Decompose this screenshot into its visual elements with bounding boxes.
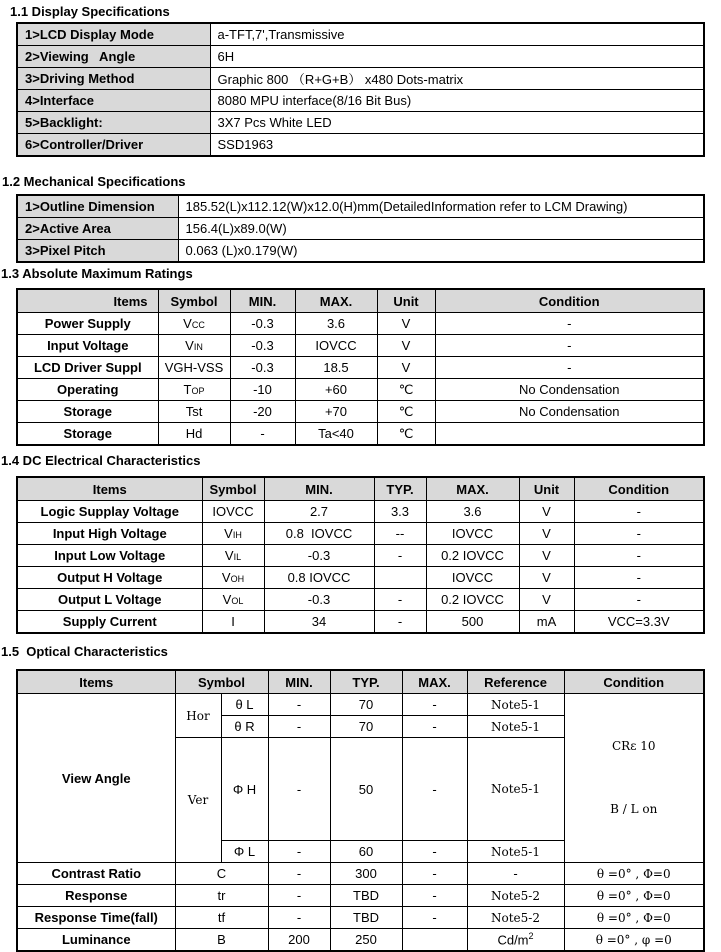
spec-label: 3>Driving Method	[17, 68, 210, 90]
max-cell: -	[402, 716, 467, 738]
reference-cell: Note5-1	[467, 716, 564, 738]
min-cell: -	[230, 423, 295, 446]
spec-label: 2>Viewing Angle	[17, 46, 210, 68]
symbol-cell: θ R	[221, 716, 268, 738]
table-row	[17, 112, 704, 134]
min-cell: 2.7	[264, 501, 374, 523]
unit-cell: V	[519, 545, 574, 567]
min-cell: -0.3	[230, 313, 295, 335]
typ-cell: -	[374, 611, 426, 634]
symbol-cell: I	[202, 611, 264, 634]
item-cell: Input High Voltage	[17, 523, 202, 545]
typ-cell: --	[374, 523, 426, 545]
mechanical-spec-table	[16, 194, 705, 263]
table-row	[17, 567, 704, 589]
max-cell: -	[402, 907, 467, 929]
unit-cell: V	[519, 589, 574, 611]
col-header-max: MAX.	[295, 289, 377, 313]
condition-cell: -	[574, 523, 704, 545]
spec-label: 1>LCD Display Mode	[17, 23, 210, 46]
table-row	[17, 694, 704, 716]
spec-label: 1>Outline Dimension	[17, 195, 178, 218]
symbol-cell: C	[175, 863, 268, 885]
col-header-reference: Reference	[467, 670, 564, 694]
table-row	[17, 134, 704, 157]
min-cell: -	[268, 841, 330, 863]
col-header-symbol: Symbol	[202, 477, 264, 501]
unit-cell: V	[377, 357, 435, 379]
min-cell: -20	[230, 401, 295, 423]
min-cell: -0.3	[264, 545, 374, 567]
symbol-cell: θ L	[221, 694, 268, 716]
symbol-cell: Hd	[158, 423, 230, 446]
unit-cell: ℃	[377, 401, 435, 423]
col-header-symbol: Symbol	[175, 670, 268, 694]
typ-cell: 70	[330, 694, 402, 716]
unit-cell: V	[377, 313, 435, 335]
symbol-cell: VGH-VSS	[158, 357, 230, 379]
table-row	[17, 885, 704, 907]
typ-cell: 50	[330, 738, 402, 841]
typ-cell: 250	[330, 929, 402, 952]
item-cell: Input Low Voltage	[17, 545, 202, 567]
item-cell: LCD Driver Suppl	[17, 357, 158, 379]
section-heading-dc: 1.4 DC Electrical Characteristics	[1, 453, 201, 468]
section-heading-display: 1.1 Display Specifications	[10, 4, 170, 19]
col-header-typ: TYP.	[330, 670, 402, 694]
item-cell: Input Voltage	[17, 335, 158, 357]
section-heading-abs-max: 1.3 Absolute Maximum Ratings	[1, 266, 193, 281]
spec-value: 0.063 (L)x0.179(W)	[178, 240, 704, 263]
header-row	[17, 670, 704, 694]
col-header-condition: Condition	[435, 289, 704, 313]
col-header-unit: Unit	[377, 289, 435, 313]
symbol-cell: tr	[175, 885, 268, 907]
condition-cell	[564, 694, 704, 863]
max-cell: Ta<40	[295, 423, 377, 446]
col-header-min: MIN.	[268, 670, 330, 694]
condition-cell: No Condensation	[435, 401, 704, 423]
item-cell: View Angle	[17, 694, 175, 863]
symbol-cell: VIL	[202, 545, 264, 567]
col-header-symbol: Symbol	[158, 289, 230, 313]
unit-cell: V	[519, 567, 574, 589]
spec-label: 3>Pixel Pitch	[17, 240, 178, 263]
item-cell: Response Time(fall)	[17, 907, 175, 929]
condition-cell: θ =0° , Φ=0	[564, 907, 704, 929]
table-row	[17, 68, 704, 90]
condition-line: B / L on	[610, 802, 658, 816]
datasheet-page	[0, 4, 721, 948]
spec-value: 185.52(L)x112.12(W)x12.0(H)mm(DetailedInformation refer to LCM Drawing)	[178, 195, 704, 218]
col-header-items: Items	[17, 670, 175, 694]
spec-label: 4>Interface	[17, 90, 210, 112]
col-header-condition: Condition	[564, 670, 704, 694]
table-row	[17, 907, 704, 929]
dc-table	[16, 476, 705, 634]
max-cell: -	[402, 738, 467, 841]
symbol-cell: VIH	[202, 523, 264, 545]
symbol-cell: Φ H	[221, 738, 268, 841]
table-row	[17, 240, 704, 263]
unit-cell: V	[519, 501, 574, 523]
unit-cell: ℃	[377, 423, 435, 446]
symbol-cell: TOP	[158, 379, 230, 401]
item-cell: Luminance	[17, 929, 175, 952]
symbol-cell: tf	[175, 907, 268, 929]
condition-line: CRε 10	[611, 739, 656, 753]
col-header-items: Items	[17, 289, 158, 313]
min-cell: -0.3	[264, 589, 374, 611]
min-cell: 34	[264, 611, 374, 634]
condition-cell: -	[574, 545, 704, 567]
max-cell: -	[402, 863, 467, 885]
table-row	[17, 423, 704, 446]
min-cell: 0.8 IOVCC	[264, 523, 374, 545]
display-spec-table	[16, 22, 705, 157]
condition-cell: θ =0° , Φ=0	[564, 863, 704, 885]
spec-label: 5>Backlight:	[17, 112, 210, 134]
spec-value: 156.4(L)x89.0(W)	[178, 218, 704, 240]
condition-cell: -	[435, 313, 704, 335]
table-row	[17, 523, 704, 545]
table-row	[17, 379, 704, 401]
condition-cell: θ =0° , Φ=0	[564, 885, 704, 907]
min-cell: -	[268, 885, 330, 907]
typ-cell: 70	[330, 716, 402, 738]
symbol-cell: VCC	[158, 313, 230, 335]
max-cell: 0.2 IOVCC	[426, 589, 519, 611]
spec-value: a-TFT,7',Transmissive	[210, 23, 704, 46]
spec-value: 6H	[210, 46, 704, 68]
abs-max-table	[16, 288, 705, 446]
reference-cell: $Cd/m^2$	[467, 929, 564, 952]
max-cell: IOVCC	[426, 567, 519, 589]
col-header-max: MAX.	[426, 477, 519, 501]
condition-cell: No Condensation	[435, 379, 704, 401]
table-row	[17, 611, 704, 634]
section-heading-optical: 1.5 Optical Characteristics	[1, 644, 168, 659]
symbol-cell: B	[175, 929, 268, 952]
direction-cell: Hor	[175, 694, 221, 738]
item-cell: Logic Supplay Voltage	[17, 501, 202, 523]
max-cell: +70	[295, 401, 377, 423]
col-header-min: MIN.	[264, 477, 374, 501]
max-cell	[402, 929, 467, 952]
optical-table	[16, 669, 705, 952]
min-cell: -0.3	[230, 357, 295, 379]
max-cell: 18.5	[295, 357, 377, 379]
table-row	[17, 335, 704, 357]
typ-cell: -	[374, 545, 426, 567]
table-row	[17, 195, 704, 218]
table-row	[17, 401, 704, 423]
item-cell: Operating	[17, 379, 158, 401]
max-cell: -	[402, 841, 467, 863]
header-row	[17, 477, 704, 501]
table-row	[17, 46, 704, 68]
condition-cell: VCC=3.3V	[574, 611, 704, 634]
symbol-cell: VOL	[202, 589, 264, 611]
item-cell: Supply Current	[17, 611, 202, 634]
col-header-items: Items	[17, 477, 202, 501]
typ-cell: 3.3	[374, 501, 426, 523]
col-header-condition: Condition	[574, 477, 704, 501]
unit-cell: V	[377, 335, 435, 357]
typ-cell: 60	[330, 841, 402, 863]
max-cell: 0.2 IOVCC	[426, 545, 519, 567]
max-cell: +60	[295, 379, 377, 401]
table-row	[17, 23, 704, 46]
reference-cell: Note5-1	[467, 738, 564, 841]
reference-cell: -	[467, 863, 564, 885]
max-cell: -	[402, 885, 467, 907]
table-row	[17, 589, 704, 611]
min-cell: -	[268, 694, 330, 716]
condition-cell: θ =0° , φ =0	[564, 929, 704, 952]
max-cell: -	[402, 694, 467, 716]
spec-value: Graphic 800 （R+G+B） x480 Dots-matrix	[210, 68, 704, 90]
typ-cell: TBD	[330, 907, 402, 929]
symbol-cell: VIN	[158, 335, 230, 357]
min-cell: -0.3	[230, 335, 295, 357]
condition-cell: -	[435, 357, 704, 379]
min-cell: 200	[268, 929, 330, 952]
min-cell: -	[268, 738, 330, 841]
item-cell: Storage	[17, 401, 158, 423]
typ-cell: 300	[330, 863, 402, 885]
symbol-cell: VOH	[202, 567, 264, 589]
item-cell: Power Supply	[17, 313, 158, 335]
direction-cell: Ver	[175, 738, 221, 863]
table-row	[17, 501, 704, 523]
table-row	[17, 929, 704, 952]
spec-label: 2>Active Area	[17, 218, 178, 240]
table-row	[17, 218, 704, 240]
typ-cell: TBD	[330, 885, 402, 907]
unit-cell: V	[519, 523, 574, 545]
spec-value: 8080 MPU interface(8/16 Bit Bus)	[210, 90, 704, 112]
item-cell: Output H Voltage	[17, 567, 202, 589]
table-row	[17, 545, 704, 567]
min-cell: -	[268, 907, 330, 929]
condition-cell: -	[574, 567, 704, 589]
table-row	[17, 863, 704, 885]
item-cell: Response	[17, 885, 175, 907]
col-header-unit: Unit	[519, 477, 574, 501]
col-header-max: MAX.	[402, 670, 467, 694]
reference-cell: Note5-1	[467, 841, 564, 863]
typ-cell: -	[374, 589, 426, 611]
symbol-cell: Tst	[158, 401, 230, 423]
table-row	[17, 313, 704, 335]
symbol-cell: Φ L	[221, 841, 268, 863]
min-cell: -	[268, 863, 330, 885]
max-cell: 3.6	[426, 501, 519, 523]
unit-cell: ℃	[377, 379, 435, 401]
condition-cell: -	[574, 501, 704, 523]
spec-label: 6>Controller/Driver	[17, 134, 210, 157]
header-row	[17, 289, 704, 313]
table-row	[17, 357, 704, 379]
condition-cell: -	[435, 335, 704, 357]
min-cell: -10	[230, 379, 295, 401]
condition-cell: -	[574, 589, 704, 611]
col-header-typ: TYP.	[374, 477, 426, 501]
spec-value: 3X7 Pcs White LED	[210, 112, 704, 134]
min-cell: 0.8 IOVCC	[264, 567, 374, 589]
max-cell: 3.6	[295, 313, 377, 335]
spec-value: SSD1963	[210, 134, 704, 157]
item-cell: Contrast Ratio	[17, 863, 175, 885]
max-cell: 500	[426, 611, 519, 634]
item-cell: Output L Voltage	[17, 589, 202, 611]
max-cell: IOVCC	[426, 523, 519, 545]
typ-cell	[374, 567, 426, 589]
max-cell: IOVCC	[295, 335, 377, 357]
reference-cell: Note5-2	[467, 907, 564, 929]
reference-cell: Note5-2	[467, 885, 564, 907]
min-cell: -	[268, 716, 330, 738]
table-row	[17, 90, 704, 112]
item-cell: Storage	[17, 423, 158, 446]
reference-cell: Note5-1	[467, 694, 564, 716]
symbol-cell: IOVCC	[202, 501, 264, 523]
condition-cell	[435, 423, 704, 446]
unit-cell: mA	[519, 611, 574, 634]
section-heading-mechanical: 1.2 Mechanical Specifications	[2, 174, 186, 189]
col-header-min: MIN.	[230, 289, 295, 313]
